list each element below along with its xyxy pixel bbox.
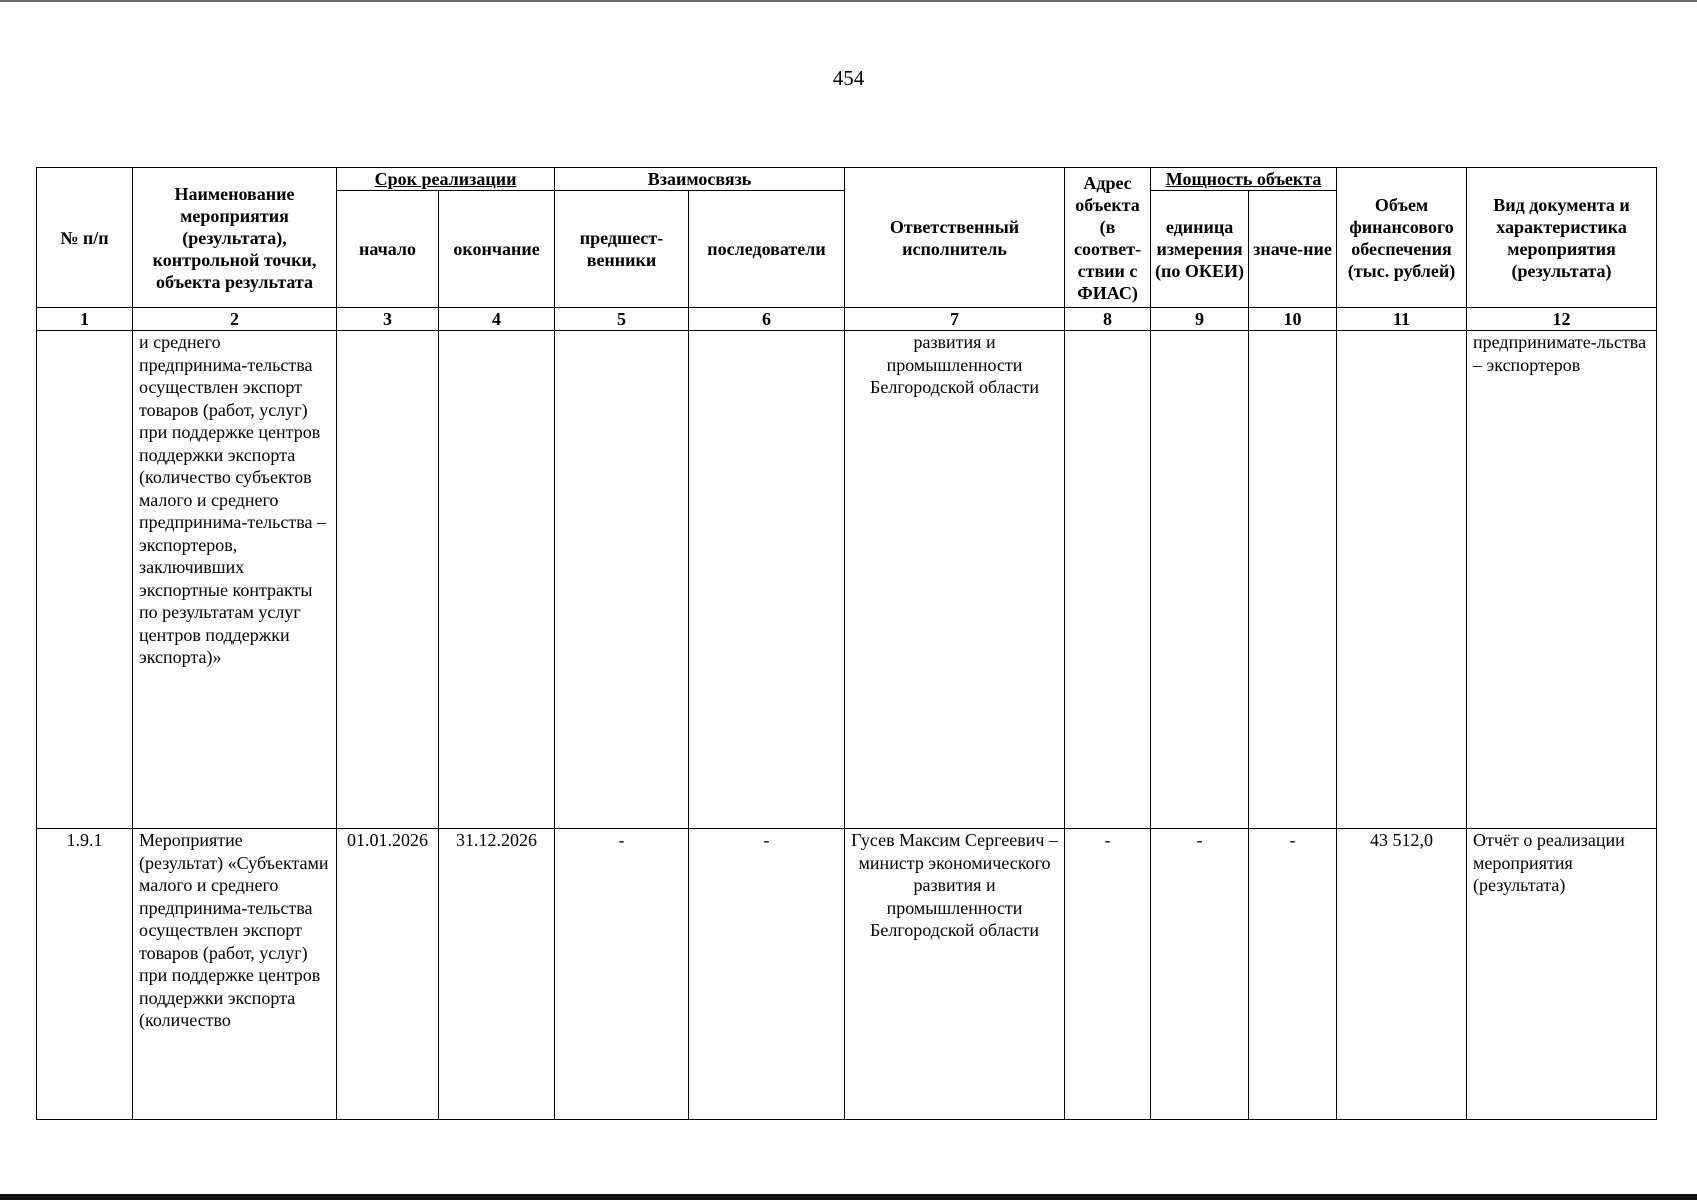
header-link-prev: предшест-венники xyxy=(555,191,689,308)
column-number: 1 xyxy=(37,308,133,331)
cell-finance: 43 512,0 xyxy=(1337,829,1467,1120)
header-term-start: начало xyxy=(337,191,439,308)
column-number: 4 xyxy=(439,308,555,331)
table-row xyxy=(37,829,1657,1120)
header-link-next: последователи xyxy=(689,191,845,308)
page-number: 454 xyxy=(832,66,865,90)
header-finance: Объем финансового обеспечения (тыс. рублей) xyxy=(1337,168,1467,308)
column-number: 6 xyxy=(689,308,845,331)
header-doc: Вид документа и характеристика мероприятия (результата) xyxy=(1467,168,1657,308)
cell-end xyxy=(439,331,555,829)
cell-finance xyxy=(1337,331,1467,829)
column-number: 11 xyxy=(1337,308,1467,331)
column-number: 9 xyxy=(1151,308,1249,331)
column-number: 12 xyxy=(1467,308,1657,331)
cell-start xyxy=(337,331,439,829)
header-capacity-unit: единица измерения (по ОКЕИ) xyxy=(1151,191,1249,308)
header-link-group: Взаимосвязь xyxy=(555,168,845,191)
cell-unit: - xyxy=(1151,829,1249,1120)
column-number: 5 xyxy=(555,308,689,331)
column-number: 3 xyxy=(337,308,439,331)
header-capacity-value: значе-ние xyxy=(1249,191,1337,308)
column-number: 8 xyxy=(1065,308,1151,331)
cell-value: - xyxy=(1249,829,1337,1120)
header-capacity-group: Мощность объекта xyxy=(1151,168,1337,191)
bottom-edge-line xyxy=(0,1194,1697,1200)
cell-value xyxy=(1249,331,1337,829)
column-number: 7 xyxy=(845,308,1065,331)
cell-doc: предпринимате-льства – экспортеров xyxy=(1467,331,1657,829)
header-address: Адрес объекта (в соответ-ствии с ФИАС) xyxy=(1065,168,1151,308)
header-responsible: Ответственный исполнитель xyxy=(845,168,1065,308)
cell-num xyxy=(37,331,133,829)
column-number: 10 xyxy=(1249,308,1337,331)
cell-start: 01.01.2026 xyxy=(337,829,439,1120)
cell-next xyxy=(689,331,845,829)
cell-prev xyxy=(555,331,689,829)
top-edge-line xyxy=(0,0,1697,2)
table-row xyxy=(37,331,1657,829)
cell-num: 1.9.1 xyxy=(37,829,133,1120)
cell-responsible: Гусев Максим Сергеевич – министр экономического развития и промышленности Белгородской области xyxy=(845,829,1065,1120)
header-term-group: Срок реализации xyxy=(337,168,555,191)
cell-unit xyxy=(1151,331,1249,829)
cell-address xyxy=(1065,331,1151,829)
cell-responsible: развития и промышленности Белгородской области xyxy=(845,331,1065,829)
implementation-plan-table xyxy=(36,167,1657,1120)
cell-next: - xyxy=(689,829,845,1120)
column-number: 2 xyxy=(133,308,337,331)
header-num: № п/п xyxy=(37,168,133,308)
header-term-end: окончание xyxy=(439,191,555,308)
cell-doc: Отчёт о реализации мероприятия (результата) xyxy=(1467,829,1657,1120)
cell-address: - xyxy=(1065,829,1151,1120)
cell-name: Мероприятие (результат) «Субъектами малого и среднего предпринима-тельства осуществлен экспорт товаров (работ, услуг) при поддержке центров поддержки экспорта (количество xyxy=(133,829,337,1120)
header-name: Наименование мероприятия (результата), контрольной точки, объекта результата xyxy=(133,168,337,308)
cell-end: 31.12.2026 xyxy=(439,829,555,1120)
cell-name: и среднего предпринима-тельства осуществлен экспорт товаров (работ, услуг) при поддержке центров поддержки экспорта (количество субъектов малого и среднего предпринима-тельства – экспортеров, заключивших экспортные контракты по результатам услуг центров поддержки экспорта)» xyxy=(133,331,337,829)
cell-prev: - xyxy=(555,829,689,1120)
